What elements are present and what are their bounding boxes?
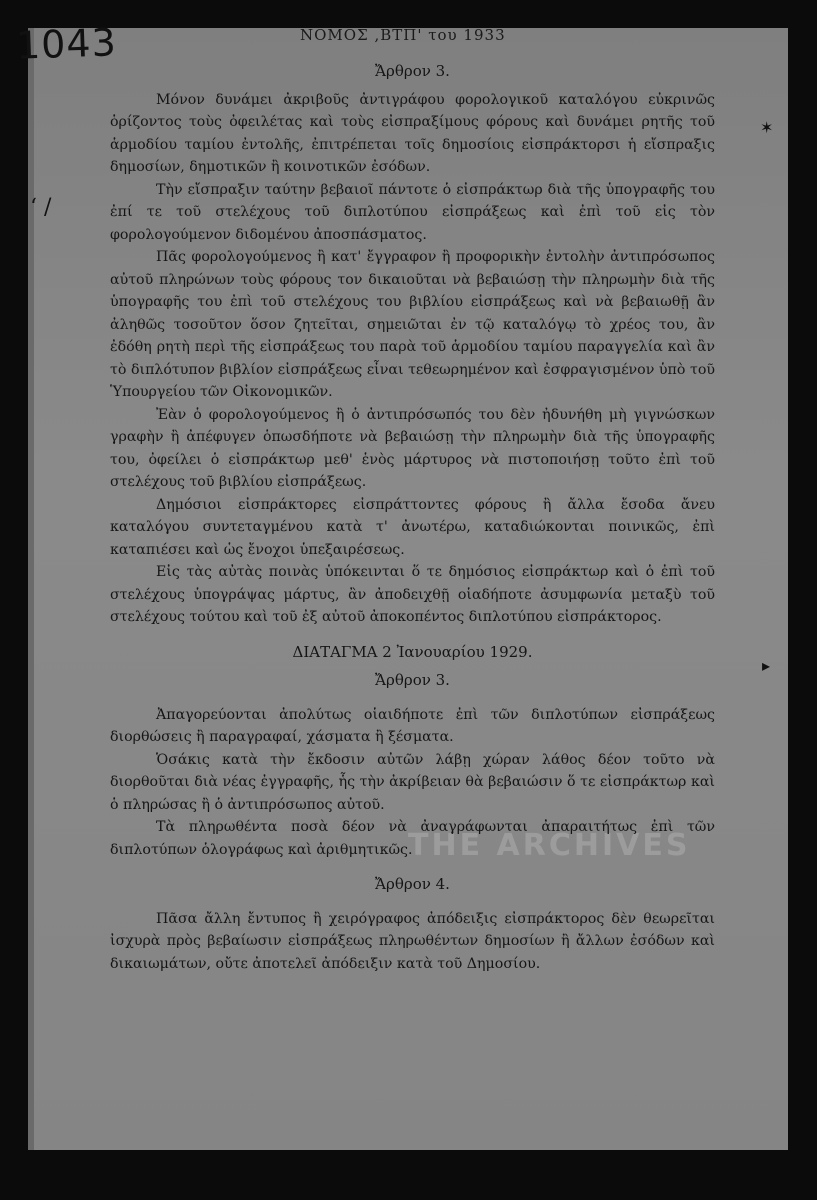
paragraph: Τὴν εἴσπραξιν ταύτην βεβαιοῖ πάντοτε ὁ εἰσπράκτωρ διὰ τῆς ὑπογραφῆς του ἐπί τε τοῦ στελέχους τοῦ διπλοτύπου εἰσπράξεως καὶ ἐπὶ τοῦ εἰς τὸν φορολογούμενον διδομένου ἀποσπάσματος. xyxy=(110,181,715,243)
article-heading: Ἄρθρον 3. xyxy=(375,62,450,80)
paragraph: Πᾶς φορολογούμενος ἢ κατ' ἔγγραφον ἢ προφορικὴν ἐντολὴν ἀντιπρόσωπος αὐτοῦ πληρώνων τοὺς φόρους τον δικαιοῦται νὰ βεβαιώσῃ τὴν πληρωμὴν διὰ τῆς ὑπογραφῆς του ἐπὶ τοῦ στελέχους του βιβλίου εἰσπράξεως καὶ νὰ βεβαιωθῇ ἂν ἀληθῶς τοσοῦτον ὅσον ζητεῖται, σημειῶται ἐν τῷ καταλόγῳ τὸ χρέος του, ἂν ἐδόθη ρητὴ περὶ τῆς εἰσπράξεως του παρὰ τοῦ ἁρμοδίου ταμίου παραγγελία καὶ ἂν τὸ διπλότυπον βιβλίον εἰσπράξεως εἶναι τεθεωρημένον καὶ ἐσφραγισμένον ὑπὸ τοῦ Ὑπουργείου τῶν Οἰκονομικῶν. xyxy=(110,249,715,400)
archive-watermark: THE ARCHIVES xyxy=(408,828,691,863)
handwritten-page-number: 1043 xyxy=(15,20,118,68)
margin-mark: ʻ / xyxy=(30,195,52,220)
paragraph: Εἰς τὰς αὐτὰς ποινὰς ὑπόκεινται ὅ τε δημόσιος εἰσπράκτωρ καὶ ὁ ἐπὶ τοῦ στελέχους ὑπογράψας μάρτυς, ἂν ἀποδειχθῇ οἱαδήποτε ἀσυμφωνία μεταξὺ τοῦ στελέχους τούτου καὶ τοῦ ἐξ αὐτοῦ ἀποκοπέντος διπλοτύπου εἰσπράκτορος. xyxy=(110,564,715,625)
paragraph: Πᾶσα ἄλλη ἔντυπος ἢ χειρόγραφος ἀπόδειξις εἰσπράκτορος δὲν θεωρεῖται ἰσχυρὰ πρὸς βεβαίωσιν εἰσπράξεως πληρωθέντων δημοσίων ἢ ἄλλων ἐσόδων καὶ δικαιωμάτων, οὔτε ἀποτελεῖ ἀπόδειξιν κατὰ τοῦ Δημοσίου. xyxy=(110,910,715,972)
margin-mark: ▸ xyxy=(762,656,771,675)
paragraph: Δημόσιοι εἰσπράκτορες εἰσπράττοντες φόρους ἢ ἄλλα ἔσοδα ἄνευ καταλόγου συντεταγμένου κατὰ τ' ἀνωτέρω, καταδιώκονται ποινικῶς, ἐπὶ καταπιέσει καὶ ὡς ἔνοχοι ὑπεξαιρέσεως. xyxy=(110,496,715,558)
margin-mark: ✶ xyxy=(760,118,774,137)
paragraph: Τὰ πληρωθέντα ποσὰ δέον νὰ ἀναγράφωνται ἀπαραιτήτως ἐπὶ τῶν διπλοτύπων ὁλογράφως καὶ ἀριθμητικῶς. xyxy=(110,819,715,858)
paragraph: Μόνον δυνάμει ἀκριβοῦς ἀντιγράφου φορολογικοῦ καταλόγου εὐκρινῶς ὁρίζοντος τοὺς ὀφειλέτας καὶ τοὺς εἰσπραξίμους φόρους καὶ δυνάμει ρητῆς τοῦ ἁρμοδίου ταμίου ἐντολῆς, ἐπιτρέπεται τοῖς δημοσίοις εἰσπράκτορσι ἡ εἴσπραξις δημοσίων, δημοτικῶν ἢ κοινοτικῶν ἐσόδων. xyxy=(110,91,715,175)
paragraph: Ὁσάκις κατὰ τὴν ἔκδοσιν αὐτῶν λάβῃ χώραν λάθος δέον τοῦτο νὰ διορθοῦται διὰ νέας ἐγγραφῆς, ἧς τὴν ἀκρίβειαν θὰ βεβαιώσιν ὅ τε εἰσπράκτωρ καὶ ὁ πληρώσας ἢ ὁ ἀντιπρόσωπος αὐτοῦ. xyxy=(110,751,715,813)
cut-header: ΝΟΜΟΣ ,ΒΤΠ' του 1933 xyxy=(300,26,506,44)
document-body xyxy=(110,60,715,975)
article-heading: Ἄρθρον 3. xyxy=(375,671,450,689)
paragraph: Ἐὰν ὁ φορολογούμενος ἢ ὁ ἀντιπρόσωπός του δὲν ἠδυνήθη μὴ γιγνώσκων γραφὴν ἢ ἀπέφυγεν ὁπωσδήποτε νὰ βεβαιώσῃ τὴν πληρωμὴν διὰ τῆς ὑπογραφῆς του, ὀφείλει ὁ εἰσπράκτωρ μεθ' ἑνὸς μάρτυρος νὰ πιστοποιήσῃ τοῦτο ἐπὶ τοῦ στελέχους τοῦ βιβλίου εἰσπράξεως. xyxy=(110,406,715,490)
article-heading: Ἄρθρον 4. xyxy=(375,875,450,893)
decree-heading: ΔΙΑΤΑΓΜΑ 2 Ἰανουαρίου 1929. xyxy=(292,642,533,661)
paragraph: Ἀπαγορεύονται ἀπολύτως οἱαιδήποτε ἐπὶ τῶν διπλοτύπων εἰσπράξεως διορθώσεις ἢ παραγραφαί, χάσματα ἢ ξέσματα. xyxy=(110,706,715,745)
